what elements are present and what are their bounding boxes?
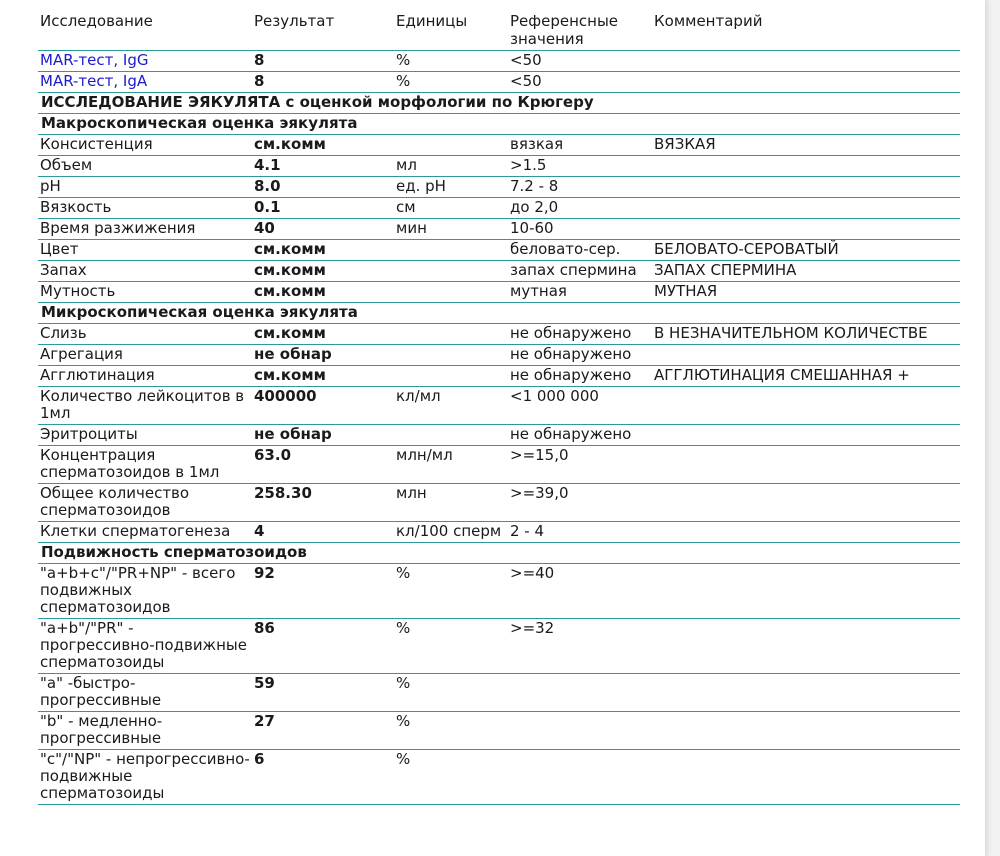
reference-cell: вязкая [508, 135, 652, 156]
units-cell: % [394, 674, 508, 712]
result-cell: 258.30 [252, 484, 394, 522]
table-row [38, 156, 960, 177]
table-row [38, 261, 960, 282]
units-cell: % [394, 564, 508, 619]
table-row [38, 219, 960, 240]
reference-cell [508, 674, 652, 712]
table-row [38, 446, 960, 484]
table-header [38, 8, 960, 51]
test-name-cell: Эритроциты [38, 425, 252, 446]
test-name-cell: Клетки сперматогенеза [38, 522, 252, 543]
units-cell [394, 366, 508, 387]
table-row [38, 72, 960, 93]
result-cell: 4 [252, 522, 394, 543]
test-name-link[interactable]: MAR-тест, IgA [38, 72, 252, 93]
reference-cell: беловато-сер. [508, 240, 652, 261]
comment-cell [652, 387, 960, 425]
test-name-cell: Время разжижения [38, 219, 252, 240]
table-row [38, 425, 960, 446]
table-row [38, 324, 960, 345]
result-cell: 400000 [252, 387, 394, 425]
units-cell: мл [394, 156, 508, 177]
comment-cell: ВЯЗКАЯ [652, 135, 960, 156]
comment-cell [652, 425, 960, 446]
comment-cell [652, 712, 960, 750]
units-cell: % [394, 712, 508, 750]
result-cell: 27 [252, 712, 394, 750]
table-row [38, 198, 960, 219]
section-title: ИССЛЕДОВАНИЕ ЭЯКУЛЯТА с оценкой морфологии по Крюгеру [38, 93, 960, 114]
result-cell: 86 [252, 619, 394, 674]
comment-cell [652, 564, 960, 619]
comment-cell [652, 51, 960, 72]
comment-cell: МУТНАЯ [652, 282, 960, 303]
comment-cell [652, 156, 960, 177]
table-row [38, 387, 960, 425]
reference-cell: >=39,0 [508, 484, 652, 522]
header-result: Результат [252, 8, 394, 51]
reference-cell: до 2,0 [508, 198, 652, 219]
test-name-cell: "a" -быстро-прогрессивные [38, 674, 252, 712]
reference-cell: не обнаружено [508, 366, 652, 387]
reference-cell [508, 712, 652, 750]
comment-cell [652, 484, 960, 522]
test-name-cell: Запах [38, 261, 252, 282]
units-cell [394, 345, 508, 366]
units-cell: млн/мл [394, 446, 508, 484]
test-name-cell: "a+b"/"PR" - прогрессивно-подвижные сперматозоиды [38, 619, 252, 674]
reference-cell: 7.2 - 8 [508, 177, 652, 198]
units-cell: млн [394, 484, 508, 522]
section-header [38, 543, 960, 564]
test-name-cell: Агрегация [38, 345, 252, 366]
units-cell: см [394, 198, 508, 219]
reference-cell: мутная [508, 282, 652, 303]
reference-cell: >=15,0 [508, 446, 652, 484]
comment-cell [652, 674, 960, 712]
header-comment: Комментарий [652, 8, 960, 51]
table-row [38, 522, 960, 543]
reference-cell: >=32 [508, 619, 652, 674]
reference-cell [508, 750, 652, 805]
test-name-cell: Общее количество сперматозоидов [38, 484, 252, 522]
header-units: Единицы [394, 8, 508, 51]
units-cell [394, 135, 508, 156]
test-name-cell: "c"/"NP" - непрогрессивно-подвижные сперматозоиды [38, 750, 252, 805]
table-row [38, 712, 960, 750]
table-row [38, 674, 960, 712]
section-header [38, 93, 960, 114]
comment-cell [652, 345, 960, 366]
section-title: Микроскопическая оценка эякулята [38, 303, 960, 324]
result-cell: 0.1 [252, 198, 394, 219]
result-cell: 59 [252, 674, 394, 712]
reference-cell: запах спермина [508, 261, 652, 282]
test-name-cell: "b" - медленно-прогрессивные [38, 712, 252, 750]
comment-cell [652, 522, 960, 543]
comment-cell [652, 198, 960, 219]
result-cell: не обнар [252, 425, 394, 446]
table-row [38, 345, 960, 366]
result-cell: 92 [252, 564, 394, 619]
comment-cell [652, 72, 960, 93]
comment-cell [652, 619, 960, 674]
reference-cell: <1 000 000 [508, 387, 652, 425]
result-cell: см.комм [252, 282, 394, 303]
comment-cell: БЕЛОВАТО-СЕРОВАТЫЙ [652, 240, 960, 261]
units-cell [394, 324, 508, 345]
test-name-cell: Концентрация сперматозоидов в 1мл [38, 446, 252, 484]
comment-cell [652, 219, 960, 240]
table-row [38, 240, 960, 261]
header-test: Исследование [38, 8, 252, 51]
result-cell: см.комм [252, 324, 394, 345]
reference-cell: не обнаружено [508, 345, 652, 366]
section-header [38, 114, 960, 135]
reference-cell: <50 [508, 51, 652, 72]
comment-cell: В НЕЗНАЧИТЕЛЬНОМ КОЛИЧЕСТВЕ [652, 324, 960, 345]
reference-cell: >=40 [508, 564, 652, 619]
table-body [38, 51, 960, 805]
section-title: Макроскопическая оценка эякулята [38, 114, 960, 135]
test-name-cell: Количество лейкоцитов в 1мл [38, 387, 252, 425]
units-cell [394, 261, 508, 282]
result-cell: см.комм [252, 135, 394, 156]
units-cell [394, 425, 508, 446]
result-cell: 63.0 [252, 446, 394, 484]
section-title: Подвижность сперматозоидов [38, 543, 960, 564]
result-cell: 40 [252, 219, 394, 240]
test-name-cell: Агглютинация [38, 366, 252, 387]
table-row [38, 282, 960, 303]
test-name-cell: pH [38, 177, 252, 198]
reference-cell: >1.5 [508, 156, 652, 177]
table-row [38, 135, 960, 156]
test-name-cell: Мутность [38, 282, 252, 303]
table-row [38, 750, 960, 805]
units-cell: % [394, 72, 508, 93]
header-reference: Референсные значения [508, 8, 652, 51]
reference-cell: <50 [508, 72, 652, 93]
test-name-cell: Объем [38, 156, 252, 177]
reference-cell: 2 - 4 [508, 522, 652, 543]
result-cell: 8 [252, 51, 394, 72]
units-cell: ед. pH [394, 177, 508, 198]
comment-cell [652, 446, 960, 484]
test-name-cell: Вязкость [38, 198, 252, 219]
units-cell: % [394, 750, 508, 805]
result-cell: см.комм [252, 240, 394, 261]
result-cell: 6 [252, 750, 394, 805]
units-cell: мин [394, 219, 508, 240]
table-row [38, 619, 960, 674]
test-name-link[interactable]: MAR-тест, IgG [38, 51, 252, 72]
comment-cell [652, 750, 960, 805]
units-cell [394, 282, 508, 303]
units-cell: % [394, 51, 508, 72]
units-cell: % [394, 619, 508, 674]
test-name-cell: Слизь [38, 324, 252, 345]
section-header [38, 303, 960, 324]
reference-cell: не обнаружено [508, 425, 652, 446]
units-cell: кл/мл [394, 387, 508, 425]
comment-cell: АГГЛЮТИНАЦИЯ СМЕШАННАЯ + [652, 366, 960, 387]
units-cell: кл/100 сперм [394, 522, 508, 543]
result-cell: 4.1 [252, 156, 394, 177]
comment-cell: ЗАПАХ СПЕРМИНА [652, 261, 960, 282]
test-name-cell: "a+b+c"/"PR+NP" - всего подвижных сперматозоидов [38, 564, 252, 619]
reference-cell: 10-60 [508, 219, 652, 240]
units-cell [394, 240, 508, 261]
result-cell: не обнар [252, 345, 394, 366]
comment-cell [652, 177, 960, 198]
result-cell: 8 [252, 72, 394, 93]
table-row [38, 177, 960, 198]
results-table [38, 8, 960, 805]
test-name-cell: Цвет [38, 240, 252, 261]
result-cell: 8.0 [252, 177, 394, 198]
test-name-cell: Консистенция [38, 135, 252, 156]
result-cell: см.комм [252, 261, 394, 282]
table-row [38, 366, 960, 387]
table-row [38, 51, 960, 72]
table-row [38, 484, 960, 522]
result-cell: см.комм [252, 366, 394, 387]
table-row [38, 564, 960, 619]
reference-cell: не обнаружено [508, 324, 652, 345]
